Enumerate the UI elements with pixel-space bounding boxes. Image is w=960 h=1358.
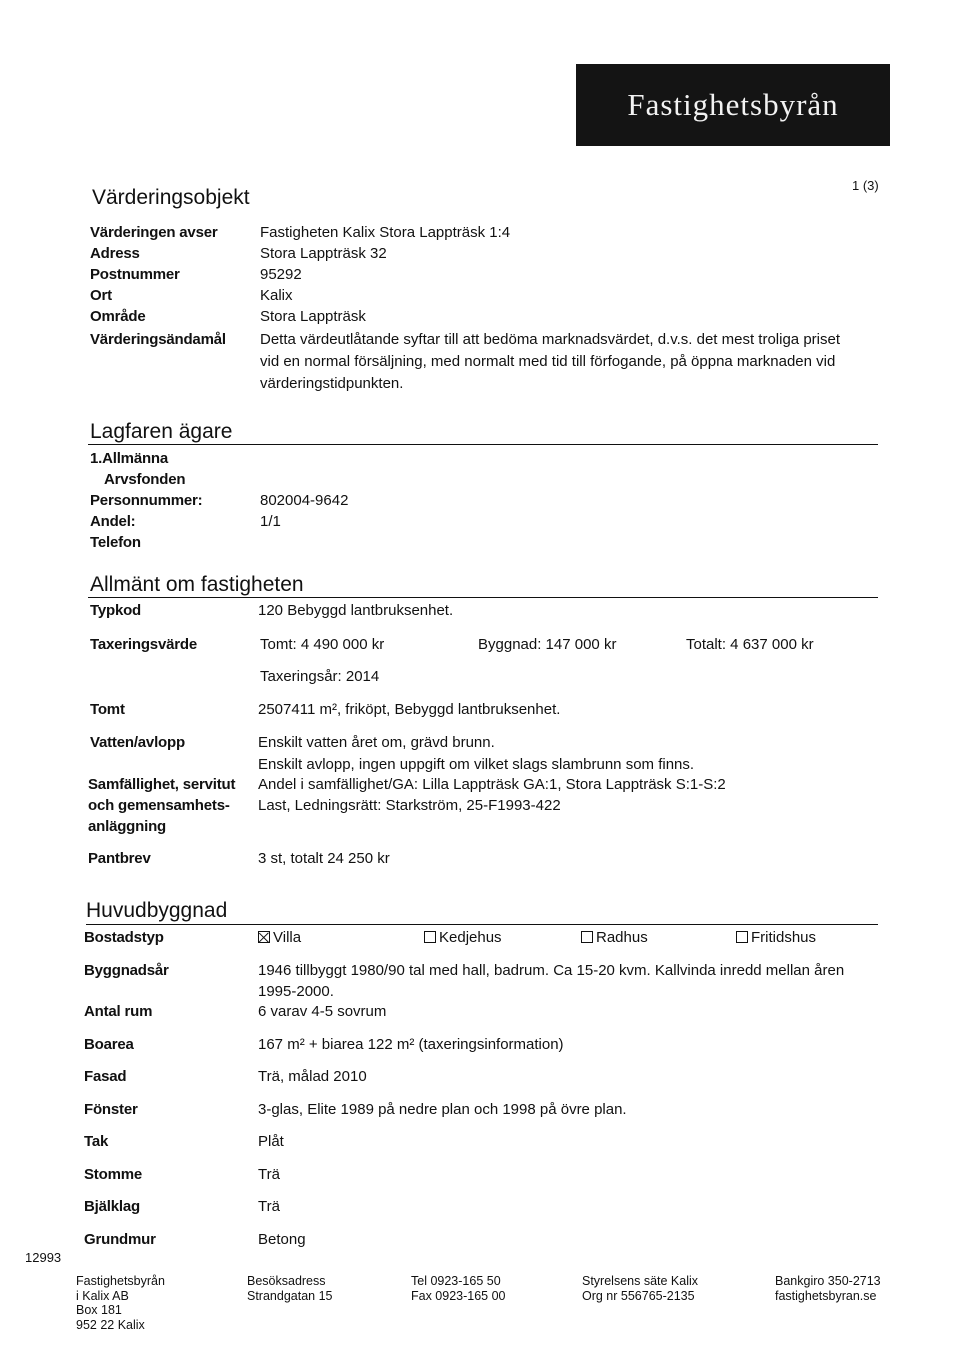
footer-company-line: 952 22 Kalix xyxy=(76,1317,145,1332)
value-omrade: Stora Lappträsk xyxy=(260,308,366,325)
value-byggnadsar-line1: 1946 tillbyggt 1980/90 tal med hall, badrum. Ca 15-20 kvm. Kallvinda inredd mellan åren xyxy=(258,962,845,979)
label-varderingen-avser: Värderingen avser xyxy=(90,224,218,241)
footer-phone xyxy=(411,1274,506,1303)
section-title-general: Allmänt om fastigheten xyxy=(90,573,304,596)
document-id: 12993 xyxy=(25,1250,62,1265)
value-samf-line1: Andel i samfällighet/GA: Lilla Lappträsk GA:1, Stora Lappträsk S:1-S:2 xyxy=(258,776,726,793)
checkbox-checked-icon xyxy=(258,931,270,943)
value-adress: Stora Lappträsk 32 xyxy=(260,245,387,262)
checkbox-fritidshus[interactable] xyxy=(736,929,816,946)
label-stomme: Stomme xyxy=(84,1166,142,1183)
label-fasad: Fasad xyxy=(84,1068,127,1085)
section-title-owner: Lagfaren ägare xyxy=(90,420,233,443)
value-stomme: Trä xyxy=(258,1166,280,1183)
value-byggnadsar-line2: 1995-2000. xyxy=(258,983,334,1000)
value-varderingen-avser: Fastigheten Kalix Stora Lappträsk 1:4 xyxy=(260,224,511,241)
footer-website-link[interactable]: fastighetsbyran.se xyxy=(775,1288,877,1303)
checkbox-empty-icon xyxy=(424,931,436,943)
label-samfallighet-line1: Samfällighet, servitut xyxy=(88,776,236,793)
checkbox-label-kedjehus: Kedjehus xyxy=(439,929,502,946)
value-bjalklag: Trä xyxy=(258,1198,280,1215)
owner-name-line1: 1.Allmänna xyxy=(90,450,169,467)
section-rule-general xyxy=(88,597,878,598)
checkbox-kedjehus[interactable] xyxy=(424,929,502,946)
value-tomt: 2507411 m², friköpt, Bebyggd lantbruksenhet. xyxy=(258,701,561,718)
label-antal-rum: Antal rum xyxy=(84,1003,153,1020)
label-samfallighet-line3: anläggning xyxy=(88,818,166,835)
section-rule-building xyxy=(86,924,878,925)
value-boarea: 167 m² + biarea 122 m² (taxeringsinformation) xyxy=(258,1036,564,1053)
footer-bank-line: Bankgiro 350-2713 xyxy=(775,1274,881,1288)
label-pantbrev: Pantbrev xyxy=(88,850,151,867)
value-purpose-line2: vid en normal försäljning, med normalt med tid till förfogande, på öppna marknaden vid xyxy=(260,353,836,370)
value-ort: Kalix xyxy=(260,287,293,304)
value-purpose-line3: värderingstidpunkten. xyxy=(260,375,404,392)
value-tax-year: Taxeringsår: 2014 xyxy=(260,668,380,685)
footer-address xyxy=(247,1274,333,1303)
footer-board-line: Org nr 556765-2135 xyxy=(582,1288,695,1303)
label-samfallighet-line2: och gemensamhets- xyxy=(88,797,230,814)
value-water-line1: Enskilt vatten året om, grävd brunn. xyxy=(258,734,495,751)
footer-company-line: Box 181 xyxy=(76,1303,122,1317)
logo-text: Fastighetsbyrån xyxy=(627,87,839,122)
footer-company xyxy=(76,1274,165,1332)
checkbox-label-radhus: Radhus xyxy=(596,929,648,946)
label-grundmur: Grundmur xyxy=(84,1231,156,1248)
label-fonster: Fönster xyxy=(84,1101,138,1118)
label-bostadstyp: Bostadstyp xyxy=(84,929,164,946)
value-personnummer: 802004-9642 xyxy=(260,492,349,509)
value-samf-line2: Last, Ledningsrätt: Starkström, 25-F1993-422 xyxy=(258,797,561,814)
value-grundmur: Betong xyxy=(258,1231,306,1248)
section-rule-owner xyxy=(88,444,878,445)
owner-name-line2: Arvsfonden xyxy=(104,471,186,488)
checkbox-label-villa: Villa xyxy=(273,929,302,946)
label-telefon: Telefon xyxy=(90,534,141,551)
label-typkod: Typkod xyxy=(90,602,142,619)
label-varderingsandamal: Värderingsändamål xyxy=(90,331,226,348)
footer-bank xyxy=(775,1274,881,1303)
label-omrade: Område xyxy=(90,308,146,325)
footer-phone-line: Tel 0923-165 50 xyxy=(411,1274,501,1288)
label-taxeringsvarde: Taxeringsvärde xyxy=(90,636,197,653)
checkbox-label-fritidshus: Fritidshus xyxy=(751,929,817,946)
footer-company-line: Fastighetsbyrån xyxy=(76,1274,165,1288)
value-tak: Plåt xyxy=(258,1133,284,1150)
footer-address-line: Besöksadress xyxy=(247,1274,326,1288)
value-fasad: Trä, målad 2010 xyxy=(258,1068,367,1085)
label-personnummer: Personnummer: xyxy=(90,492,203,509)
label-bjalklag: Bjälklag xyxy=(84,1198,140,1215)
label-byggnadsar: Byggnadsår xyxy=(84,962,169,979)
checkbox-empty-icon xyxy=(736,931,748,943)
footer-board xyxy=(582,1274,698,1303)
label-tak: Tak xyxy=(84,1133,109,1150)
value-varderingsandamal: Detta värdeutlåtande syftar till att bedöma marknadsvärdet, d.v.s. det mest troliga priset xyxy=(260,331,840,348)
value-tax-tomt: Tomt: 4 490 000 kr xyxy=(260,636,385,653)
footer-company-line: i Kalix AB xyxy=(76,1288,129,1303)
section-title-building: Huvudbyggnad xyxy=(86,899,228,922)
label-adress: Adress xyxy=(90,245,140,262)
section-title-object: Värderingsobjekt xyxy=(92,186,250,209)
label-andel: Andel: xyxy=(90,513,136,530)
label-tomt: Tomt xyxy=(90,701,125,718)
footer-board-line: Styrelsens säte Kalix xyxy=(582,1274,699,1288)
value-pantbrev: 3 st, totalt 24 250 kr xyxy=(258,850,390,867)
label-ort: Ort xyxy=(90,287,112,304)
value-typkod: 120 Bebyggd lantbruksenhet. xyxy=(258,602,454,619)
value-andel: 1/1 xyxy=(260,513,281,530)
footer-phone-line: Fax 0923-165 00 xyxy=(411,1288,506,1303)
value-antal-rum: 6 varav 4-5 sovrum xyxy=(258,1003,387,1020)
value-fonster: 3-glas, Elite 1989 på nedre plan och 1998 på övre plan. xyxy=(258,1101,627,1118)
page-number: 1 (3) xyxy=(852,178,879,193)
checkbox-radhus[interactable] xyxy=(581,929,648,946)
footer-address-line: Strandgatan 15 xyxy=(247,1288,333,1303)
checkbox-villa[interactable] xyxy=(258,929,301,946)
company-logo xyxy=(576,64,890,146)
value-tax-total: Totalt: 4 637 000 kr xyxy=(686,636,814,653)
checkbox-empty-icon xyxy=(581,931,593,943)
value-postnummer: 95292 xyxy=(260,266,302,283)
value-tax-byggnad: Byggnad: 147 000 kr xyxy=(478,636,617,653)
value-water-line2: Enskilt avlopp, ingen uppgift om vilket slags slambrunn som finns. xyxy=(258,756,695,773)
label-vatten-avlopp: Vatten/avlopp xyxy=(90,734,185,751)
label-boarea: Boarea xyxy=(84,1036,134,1053)
label-postnummer: Postnummer xyxy=(90,266,180,283)
